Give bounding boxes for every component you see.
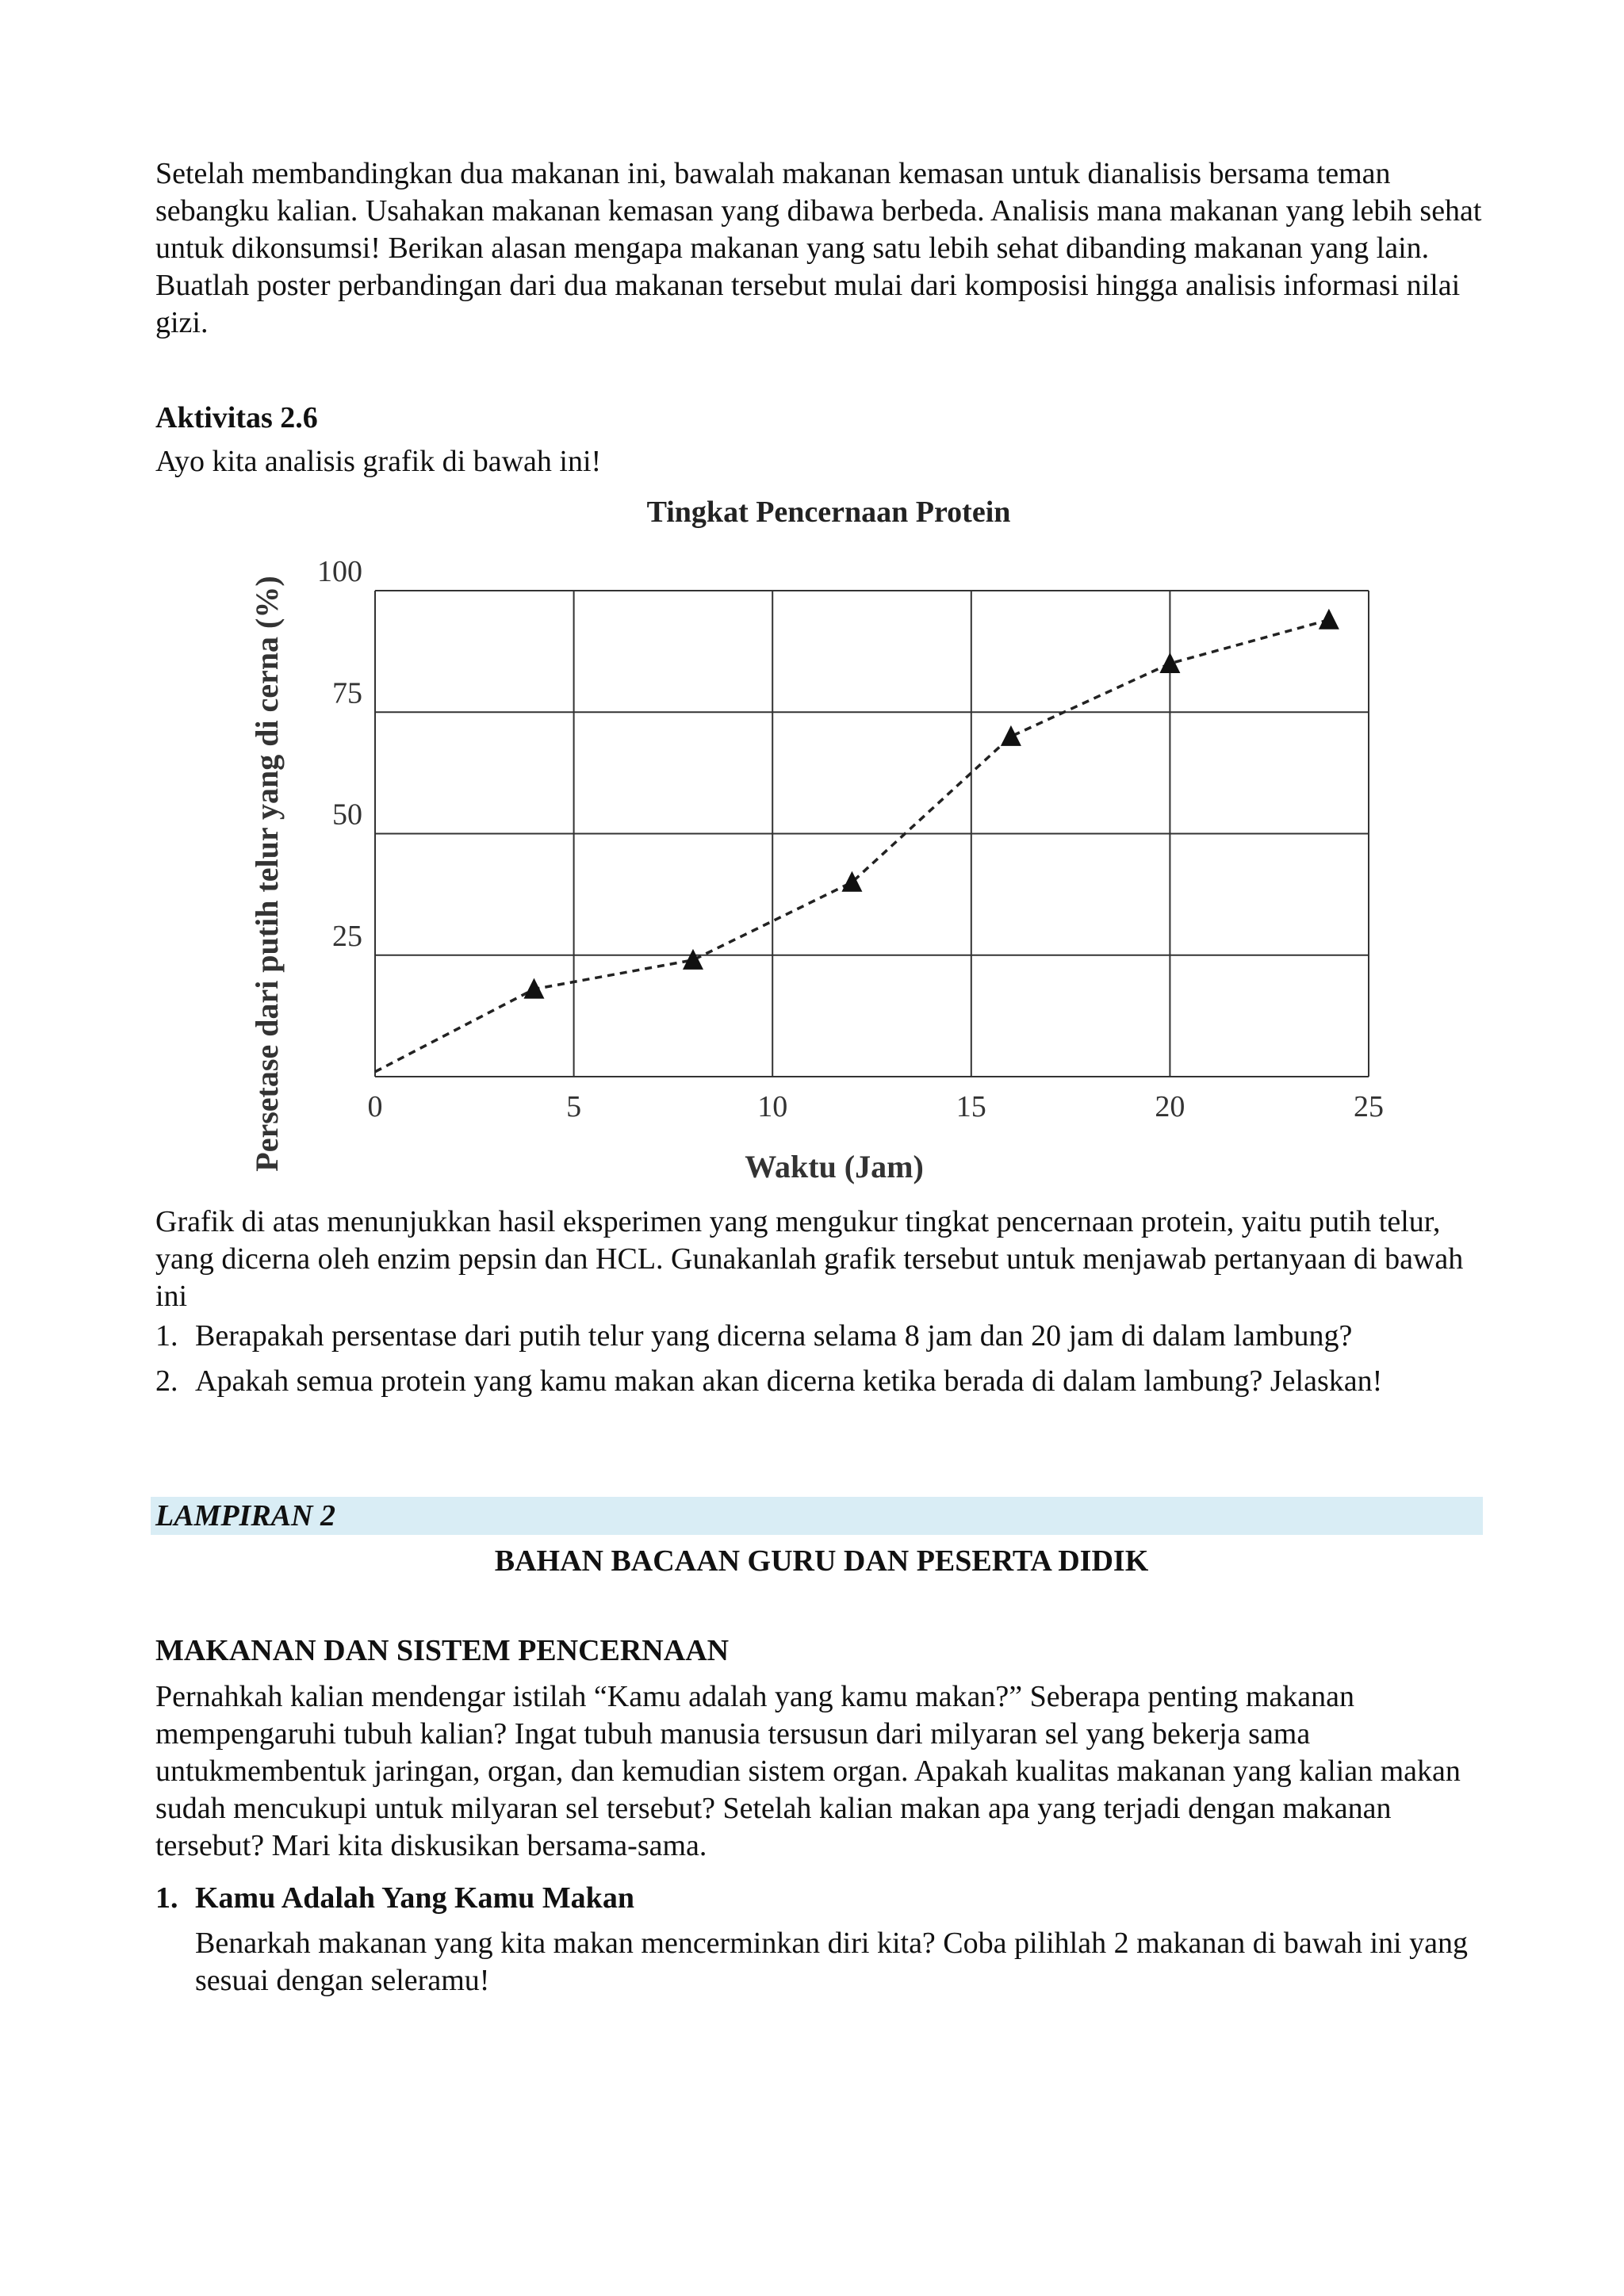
question-list <box>155 1318 1503 1408</box>
chart-data-point <box>523 978 544 999</box>
activity-intro: Ayo kita analisis grafik di bawah ini! <box>155 445 602 478</box>
question-number: 2. <box>155 1364 178 1398</box>
question-item <box>155 1318 1503 1355</box>
chart-x-tick-label: 15 <box>956 1090 986 1123</box>
appendix-highlight-bar <box>151 1497 1483 1535</box>
protein-digestion-chart <box>238 492 1411 1193</box>
question-item <box>155 1363 1503 1400</box>
chart-data-point <box>841 871 862 892</box>
chart-y-tick-label: 25 <box>332 919 362 953</box>
chart-series <box>375 609 1339 1072</box>
subsection-heading <box>155 1881 634 1915</box>
chart-title: Tingkat Pencernaan Protein <box>646 496 1011 529</box>
chart-series-line <box>375 620 1329 1072</box>
question-text: Apakah semua protein yang kamu makan akan dicerna ketika berada di dalam lambung? Jelaskan! <box>195 1364 1383 1398</box>
chart-x-tick-label: 10 <box>757 1090 788 1123</box>
chart-x-axis-label: Waktu (Jam) <box>745 1149 924 1184</box>
chart-tick-labels <box>317 555 1384 1123</box>
chart-data-point <box>1319 609 1339 629</box>
section-paragraph: Pernahkah kalian mendengar istilah “Kamu adalah yang kamu makan?” Seberapa penting makanan mempengaruhi tubuh kalian? Ingat tubuh manusia tersusun dari milyaran sel yang bekerja sama untukmembentuk jaringan, organ, dan kemudian sistem organ. Apakah kualitas makanan yang kalian makan sudah mencukupi untuk milyaran sel tersebut? Setelah kalian makan apa yang terjadi dengan makanan tersebut? Mari kita diskusikan bersama-sama. <box>155 1680 1461 1862</box>
chart-y-tick-label: 100 <box>317 555 362 588</box>
section-title: MAKANAN DAN SISTEM PENCERNAAN <box>155 1634 730 1667</box>
activity-title: Aktivitas 2.6 <box>155 401 318 434</box>
intro-paragraph: Setelah membandingkan dua makanan ini, bawalah makanan kemasan untuk dianalisis bersama teman sebangku kalian. Usahakan makanan kemasan yang dibawa berbeda. Analisis mana makanan yang lebih sehat untuk dikonsumsi! Berikan alasan mengapa makanan yang satu lebih sehat dibanding makanan yang lain. Buatlah poster perbandingan dari dua makanan tersebut mulai dari komposisi hingga analisis informasi nilai gizi. <box>155 157 1482 339</box>
chart-grid <box>375 591 1369 1077</box>
chart-data-point <box>1001 725 1021 746</box>
chart-x-tick-label: 20 <box>1155 1090 1185 1123</box>
subsection-paragraph: Benarkah makanan yang kita makan mencerminkan diri kita? Coba pilihlah 2 makanan di bawah ini yang sesuai dengan seleramu! <box>195 1927 1468 1997</box>
chart-y-tick-label: 75 <box>332 676 362 710</box>
subsection-number: 1. <box>155 1881 178 1915</box>
chart-y-axis-label: Persetase dari putih telur yang di cerna (%) <box>249 576 285 1172</box>
chart-x-tick-label: 5 <box>566 1090 582 1123</box>
question-number: 1. <box>155 1319 178 1353</box>
chart-y-tick-label: 50 <box>332 798 362 832</box>
chart-x-tick-label: 25 <box>1354 1090 1384 1123</box>
chart-description: Grafik di atas menunjukkan hasil eksperimen yang mengukur tingkat pencernaan protein, yaitu putih telur, yang dicerna oleh enzim pepsin dan HCL. Gunakanlah grafik tersebut untuk menjawab pertanyaan di bawah ini <box>155 1205 1464 1313</box>
chart-x-tick-label: 0 <box>367 1090 383 1123</box>
appendix-label: LAMPIRAN 2 <box>155 1499 335 1533</box>
question-text: Berapakah persentase dari putih telur yang dicerna selama 8 jam dan 20 jam di dalam lambung? <box>195 1319 1353 1353</box>
subsection-title: Kamu Adalah Yang Kamu Makan <box>195 1881 634 1915</box>
appendix-title: BAHAN BACAAN GURU DAN PESERTA DIDIK <box>494 1544 1149 1578</box>
chart-data-point <box>683 949 703 970</box>
